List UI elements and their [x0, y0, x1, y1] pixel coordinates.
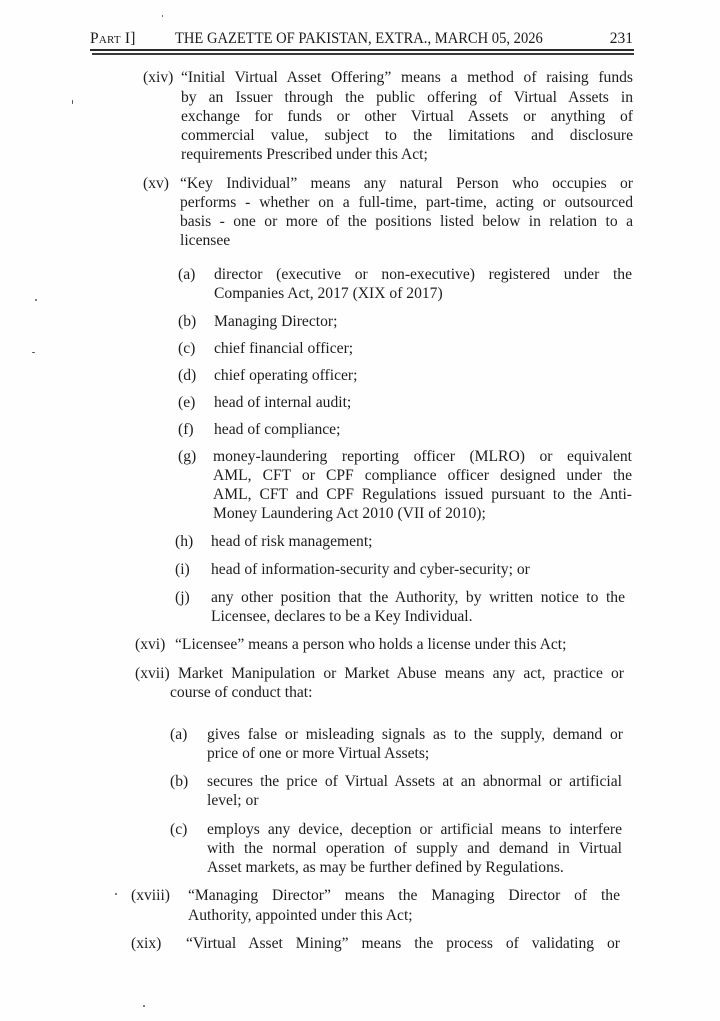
scan-speck	[115, 893, 117, 895]
sub-item-label: (g)	[178, 448, 197, 465]
sub-item-label: (b)	[170, 773, 189, 790]
sub-item-text-line: head of internal audit;	[214, 394, 352, 411]
scan-speck	[72, 100, 73, 104]
definition-text-line: “Virtual Asset Mining” means the process of validating or	[186, 935, 620, 952]
header-rule-top	[90, 49, 634, 51]
sub-item-label: (f)	[178, 421, 194, 438]
scan-speck	[35, 299, 37, 301]
definition-text-line: course of conduct that:	[170, 684, 313, 701]
definition-text-line: basis - one or more of the positions listed below in relation to a	[180, 213, 633, 230]
sub-item-text-line: AML, CFT and CPF Regulations issued pursuant to the Anti-	[213, 486, 632, 503]
definition-label: (xix)	[131, 935, 162, 952]
definition-text-line: Authority, appointed under this Act;	[188, 907, 413, 924]
definition-text-line: licensee	[180, 232, 231, 249]
sub-item-text-line: Companies Act, 2017 (XIX of 2017)	[214, 285, 443, 302]
sub-item-label: (a)	[178, 266, 196, 283]
sub-item-label: (e)	[178, 394, 196, 411]
definition-text-line: commercial value, subject to the limitations and disclosure	[181, 127, 633, 144]
header-rule-bottom	[92, 53, 634, 55]
sub-item-label: (h)	[175, 533, 194, 550]
sub-item-text-line: head of risk management;	[211, 533, 373, 550]
sub-item-label: (c)	[170, 821, 188, 838]
definition-label: (xvi)	[135, 636, 166, 653]
sub-item-label: (i)	[175, 561, 190, 578]
sub-item-text-line: secures the price of Virtual Assets at an abnormal or artificial	[207, 773, 622, 790]
sub-item-text-line: Money Laundering Act 2010 (VII of 2010);	[213, 505, 486, 522]
definition-label: (xv)	[143, 175, 169, 192]
sub-item-label: (b)	[178, 313, 197, 330]
definition-text-line: performs - whether on a full-time, part-time, acting or outsourced	[180, 194, 633, 211]
sub-item-text-line: level; or	[207, 792, 259, 809]
sub-item-text-line: Managing Director;	[214, 313, 338, 330]
sub-item-text-line: head of compliance;	[214, 421, 341, 438]
sub-item-text-line: director (executive or non-executive) registered under the	[214, 266, 632, 283]
scan-speck	[143, 1005, 145, 1007]
definition-text-line: “Managing Director” means the Managing Director of the	[188, 887, 620, 904]
sub-item-text-line: AML, CFT or CPF compliance officer designed under the	[213, 467, 632, 484]
sub-item-text-line: any other position that the Authority, by written notice to the	[211, 589, 625, 606]
sub-item-text-line: chief operating officer;	[214, 367, 358, 384]
page-header	[90, 30, 633, 48]
definition-text-line: Market Manipulation or Market Abuse means any act, practice or	[178, 665, 624, 682]
definition-text-line: “Initial Virtual Asset Offering” means a method of raising funds	[181, 69, 633, 86]
sub-item-text-line: Licensee, declares to be a Key Individual.	[211, 608, 473, 625]
sub-item-text-line: Asset markets, as may be further defined by Regulations.	[207, 859, 564, 876]
part-label: Part I]	[90, 30, 136, 47]
definition-text-line: “Key Individual” means any natural Person who occupies or	[180, 175, 633, 192]
definition-text-line: exchange for funds or other Virtual Assets or anything of	[181, 108, 633, 125]
sub-item-text-line: gives false or misleading signals as to the supply, demand or	[207, 726, 623, 743]
sub-item-text-line: with the normal operation of supply and demand in Virtual	[207, 840, 622, 857]
scan-speck	[162, 15, 163, 17]
page-number: 231	[609, 30, 633, 47]
definition-text-line: “Licensee” means a person who holds a license under this Act;	[175, 636, 567, 653]
definition-text-line: by an Issuer through the public offering of Virtual Assets in	[181, 89, 633, 106]
gazette-title: THE GAZETTE OF PAKISTAN, EXTRA., MARCH 05, 2026	[175, 30, 543, 47]
definition-label: (xiv)	[143, 69, 174, 86]
sub-item-label: (j)	[175, 589, 190, 606]
definition-label: (xvii)	[135, 665, 170, 682]
sub-item-label: (a)	[170, 726, 188, 743]
sub-item-text-line: money-laundering reporting officer (MLRO) or equivalent	[213, 448, 632, 465]
sub-item-text-line: chief financial officer;	[214, 340, 354, 357]
definition-text-line: requirements Prescribed under this Act;	[181, 146, 428, 163]
sub-item-text-line: employs any device, deception or artificial means to interfere	[207, 821, 622, 838]
sub-item-label: (c)	[178, 340, 196, 357]
sub-item-text-line: price of one or more Virtual Assets;	[207, 745, 430, 762]
scan-speck	[32, 352, 35, 353]
sub-item-text-line: head of information-security and cyber-security; or	[211, 561, 530, 578]
sub-item-label: (d)	[178, 367, 197, 384]
definition-label: (xviii)	[131, 887, 170, 904]
